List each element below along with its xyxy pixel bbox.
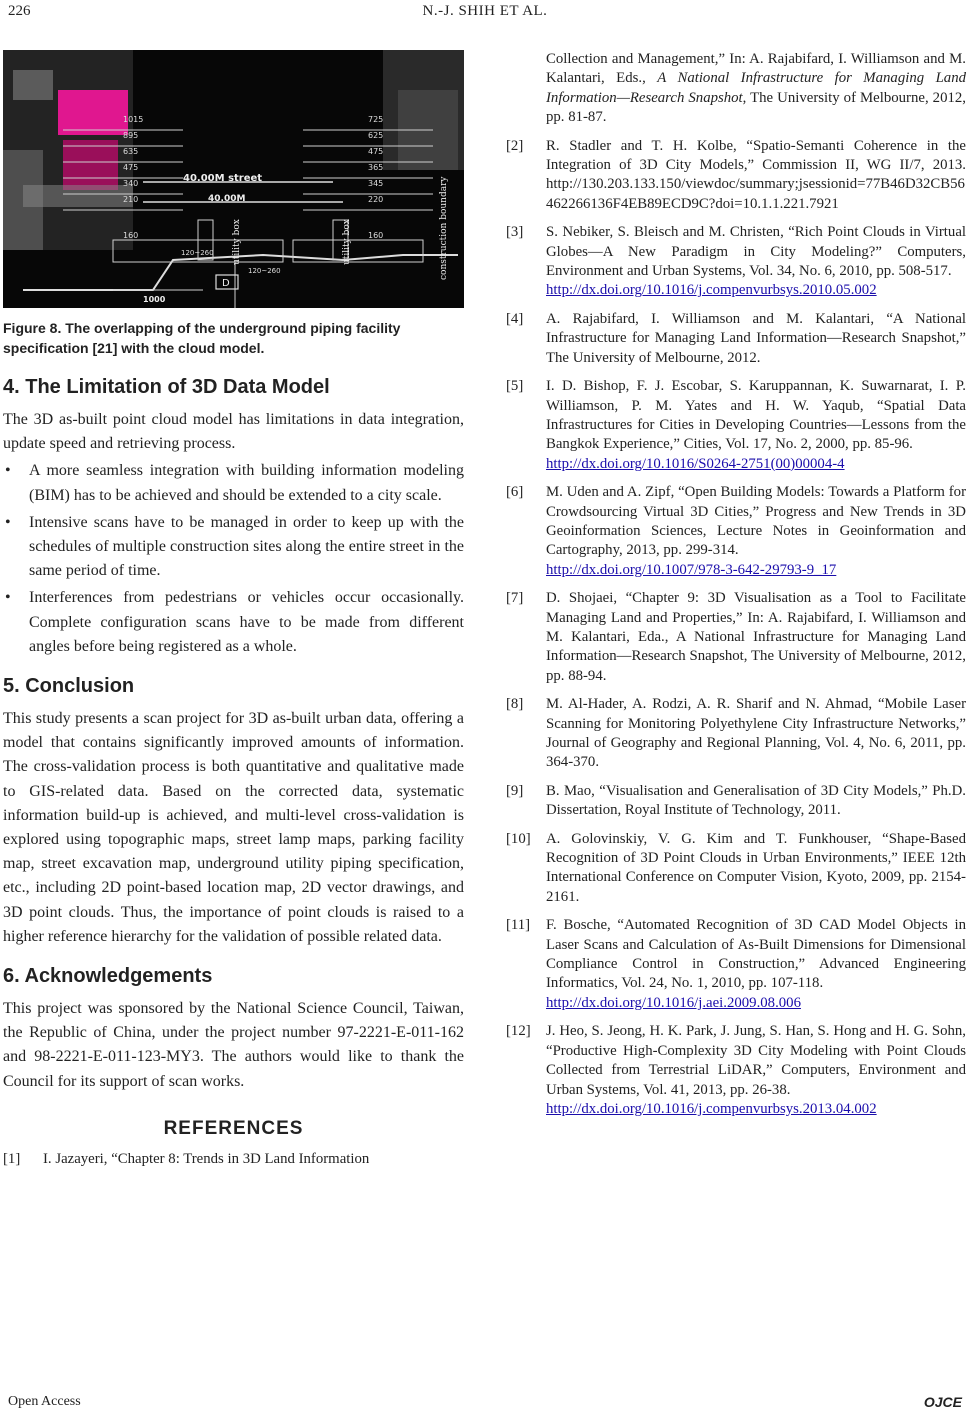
figure-label-d: D <box>222 278 230 289</box>
reference-body <box>546 310 966 368</box>
figure-label-d-note: 120~260 <box>248 267 281 275</box>
reference-number: [8] <box>506 696 524 713</box>
acknowledgements-text: This project was sponsored by the National Science Council, Taiwan, the Republic of China, under the project number 97-2221-E-011-162 and 98-2221-E-011-123-MY3. The authors would like to thank the Council for its support of scan works. <box>3 1000 464 1090</box>
figure-label-street: 40.00M street <box>183 173 263 184</box>
reference-item <box>506 830 966 908</box>
section-heading-conclusion: 5. Conclusion <box>3 675 135 698</box>
figure-label-street-mid: 40.00M <box>208 194 246 204</box>
figure-label-dim-625: 625 <box>368 131 384 140</box>
reference-item <box>506 223 966 301</box>
reference-text: D. Shojaei, “Chapter 9: 3D Visualisation as a Tool to Facilitate Managing Land and Properties,” In: A. Rajabifard, I. Williamson and M. Kalantari, Eda., A National Infrastructure for Managing Land Information—Research Snapshot, The University of Melbourne, 2012, pp. 88-94. <box>546 590 966 684</box>
reference-text: I. D. Bishop, F. J. Escobar, S. Karuppannan, K. Suwarnarat, I. P. Williamson, P. M. Yates and H. W. Yaqub, “Spatial Data Infrastructures for Cities in Developing Countries—Lessons from the Bangkok Experience,” Cities, Vol. 17, No. 2, 2000, pp. 85-96. <box>546 378 966 453</box>
reference-item <box>506 483 966 580</box>
reference-doi-link[interactable]: http://dx.doi.org/10.1016/j.compenvurbsys.2010.05.002 <box>546 282 877 299</box>
reference-number: [7] <box>506 590 524 607</box>
reference-item <box>506 310 966 368</box>
section-heading-acknowledgements: 6. Acknowledgements <box>3 965 213 988</box>
reference-text: R. Stadler and T. H. Kolbe, “Spatio-Semanti Coherence in the Integration of 3D City Models,” Commission II, WG II/7, 2013. http://130.203.133.150/viewdoc/summary;jsessionid=77B46D32CB56462266136F4EB89ECD9C?doi=10.1.1.221.7921 <box>546 137 966 212</box>
reference-text: J. Heo, S. Jeong, H. K. Park, J. Jung, S. Han, S. Hong and H. G. Sohn, “Productive High-Complexity 3D City Modeling with Point Clouds Collected from Terrestrial LiDAR,” Computers, Environment and Urban Systems, Vol. 41, 2013, pp. 26-38. <box>546 1023 966 1098</box>
reference-text-continued: Collection and Management,” In: A. Rajabifard, I. Williamson and M. Kalantari, Eds., A National Infrastructure for Managing Land Information—Research Snapshot, The University of Melbourne, 2012, pp. 81-87. <box>546 51 966 126</box>
reference-body <box>546 137 966 215</box>
reference-item <box>506 589 966 686</box>
reference-text: S. Nebiker, S. Bleisch and M. Christen, “Rich Point Clouds in Virtual Globes—A New Paradigm in City Modeling?” Computers, Environment and Urban Systems, Vol. 34, No. 6, 2010, pp. 508-517. <box>546 224 966 280</box>
reference-body <box>546 483 966 580</box>
right-column <box>506 50 966 1128</box>
reference-number: [3] <box>506 224 524 241</box>
reference-body <box>546 830 966 908</box>
figure-label-dim-345: 345 <box>368 179 384 188</box>
reference-item <box>506 916 966 1013</box>
reference-item-continued <box>506 50 966 128</box>
pink-signboard <box>58 90 128 135</box>
limitation-bullets <box>3 459 464 659</box>
reference-body <box>546 695 966 773</box>
reference-text: A. Rajabifard, I. Williamson and M. Kalantari, “A National Infrastructure for Managing Land Information—Research Snapshot,” The University of Melbourne, 2012. <box>546 310 966 366</box>
reference-number: [9] <box>506 782 524 799</box>
reference-body <box>546 782 966 821</box>
reference-number: [2] <box>506 137 524 154</box>
conclusion-text: This study presents a scan project for 3D as-built urban data, offering a model that contains significantly improved amounts of information. The cross-validation process is both quantitative and qualitative made to GIS-related data. Based on the corrected data, systematic information build-up is achieved, and multi-level cross-validation is explored using topographic maps, street lamp maps, parking facility map, street excavation map, underground utility piping specification, etc., including 2D point-based location map, 2D vector drawings, and 3D point clouds. Thus, the importance of point clouds is raised to a higher reference hierarchy for the validation of possible related data. <box>3 710 464 945</box>
figure-label-dim-365: 365 <box>368 163 384 172</box>
figure-label-dim-475: 475 <box>123 163 139 172</box>
reference-list <box>506 137 966 1120</box>
reference-number: [6] <box>506 484 524 501</box>
reference-item <box>506 377 966 474</box>
figure-label-construction-boundary: construction boundary <box>439 176 449 280</box>
figure-label-dim-160-left: 160 <box>123 231 139 240</box>
reference-number: [4] <box>506 310 524 327</box>
reference-text-start: I. Jazayeri, “Chapter 8: Trends in 3D Land Information <box>43 1150 370 1167</box>
reference-text: B. Mao, “Visualisation and Generalisation of 3D City Models,” Ph.D. Dissertation, Royal Institute of Technology, 2011. <box>546 782 966 819</box>
reference-body <box>546 589 966 686</box>
figure-caption: Figure 8. The overlapping of the underground piping facility specification [21] with the cloud model. <box>3 320 401 356</box>
reference-body <box>546 377 966 474</box>
reference-item <box>506 137 966 215</box>
bullet-item: • Interferences from pedestrians or vehicles occur occasionally. Complete configuration scans have to be made from different angles before being registered as a whole. <box>3 586 464 659</box>
figure-label-dim-635: 635 <box>123 147 139 156</box>
figure-label-dim-475-right: 475 <box>368 147 384 156</box>
reference-item <box>506 782 966 821</box>
reference-number: [12] <box>506 1023 531 1040</box>
running-head: N.-J. SHIH ET AL. <box>422 3 548 19</box>
bullet-item: • Intensive scans have to be managed in order to keep up with the schedules of multiple construction sites along the entire street in the same period of time. <box>3 511 464 584</box>
figure-label-width: 1000 <box>143 295 166 304</box>
reference-number: [1] <box>3 1150 21 1167</box>
reference-doi-link[interactable]: http://dx.doi.org/10.1016/S0264-2751(00)00004-4 <box>546 455 845 472</box>
reference-text: A. Golovinskiy, V. G. Kim and T. Funkhouser, “Shape-Based Recognition of 3D Point Clouds in Urban Environments,” IEEE 12th International Conference on Computer Vision, Kyoto, 2009, pp. 2154-2161. <box>546 830 966 905</box>
figure-label-dim-1015: 1015 <box>123 115 144 124</box>
limitation-intro: The 3D as-built point cloud model has limitations in data integration, update speed and retrieving process. <box>3 411 464 453</box>
reference-body <box>546 916 966 1013</box>
reference-item <box>506 1022 966 1119</box>
reference-body <box>546 223 966 301</box>
figure-8-drawing <box>3 50 464 308</box>
reference-text: M. Al-Hader, A. Rodzi, A. R. Sharif and N. Ahmad, “Mobile Laser Scanning for Monitoring Polyethylene City Infrastructure Networks,” Journal of Geography and Regional Planning, Vol. 4, No. 6, 2011, pp. 364-370. <box>546 696 966 771</box>
page-header <box>0 0 970 30</box>
footer-open-access: Open Access <box>8 1394 81 1409</box>
reference-number: [5] <box>506 378 524 395</box>
figure-label-utility-box-right: utility box <box>342 219 352 265</box>
reference-text: F. Bosche, “Automated Recognition of 3D CAD Model Objects in Laser Scans and Calculation of As-Built Dimensions for Dimensional Compliance Control in Construction,” Advanced Engineering Informatics, Vol. 24, No. 1, 2010, pp. 107-118. <box>546 917 966 992</box>
figure-label-dim-210: 210 <box>123 195 139 204</box>
left-column <box>3 50 464 1179</box>
reference-number: [10] <box>506 830 531 847</box>
figure-label-d-note-left: 120~260 <box>181 249 214 257</box>
reference-doi-link[interactable]: http://dx.doi.org/10.1016/j.aei.2009.08.006 <box>546 994 801 1011</box>
reference-doi-link[interactable]: http://dx.doi.org/10.1016/j.compenvurbsys.2013.04.002 <box>546 1100 877 1117</box>
reference-number: [11] <box>506 917 531 934</box>
figure-label-dim-220: 220 <box>368 195 384 204</box>
figure-label-dim-895: 895 <box>123 131 139 140</box>
reference-body <box>546 1022 966 1119</box>
reference-item <box>3 1150 464 1170</box>
reference-doi-link[interactable]: http://dx.doi.org/10.1007/978-3-642-29793-9_17 <box>546 561 837 578</box>
references-heading: REFERENCES <box>163 1117 304 1139</box>
reference-text: M. Uden and A. Zipf, “Open Building Models: Towards a Platform for Crowdsourcing Virtual 3D Cities,” Progress and New Trends in 3D Geoinformation Sciences, Lecture Notes in Geoinformation and Cartography, 2013, pp. 299-314. <box>546 484 966 559</box>
figure-label-utility-box-left: utility box <box>232 219 242 265</box>
footer-journal: OJCE <box>923 1394 962 1410</box>
figure-label-dim-340: 340 <box>123 179 139 188</box>
reference-item <box>506 695 966 773</box>
figure-8-image <box>3 50 464 308</box>
figure-label-dim-725: 725 <box>368 115 384 124</box>
section-heading-limitation: 4. The Limitation of 3D Data Model <box>3 376 330 398</box>
page-number: 226 <box>8 3 31 19</box>
figure-label-dim-160-right: 160 <box>368 231 384 240</box>
bullet-item: • A more seamless integration with building information modeling (BIM) has to be achieved and should be extended to a city scale. <box>3 459 464 507</box>
